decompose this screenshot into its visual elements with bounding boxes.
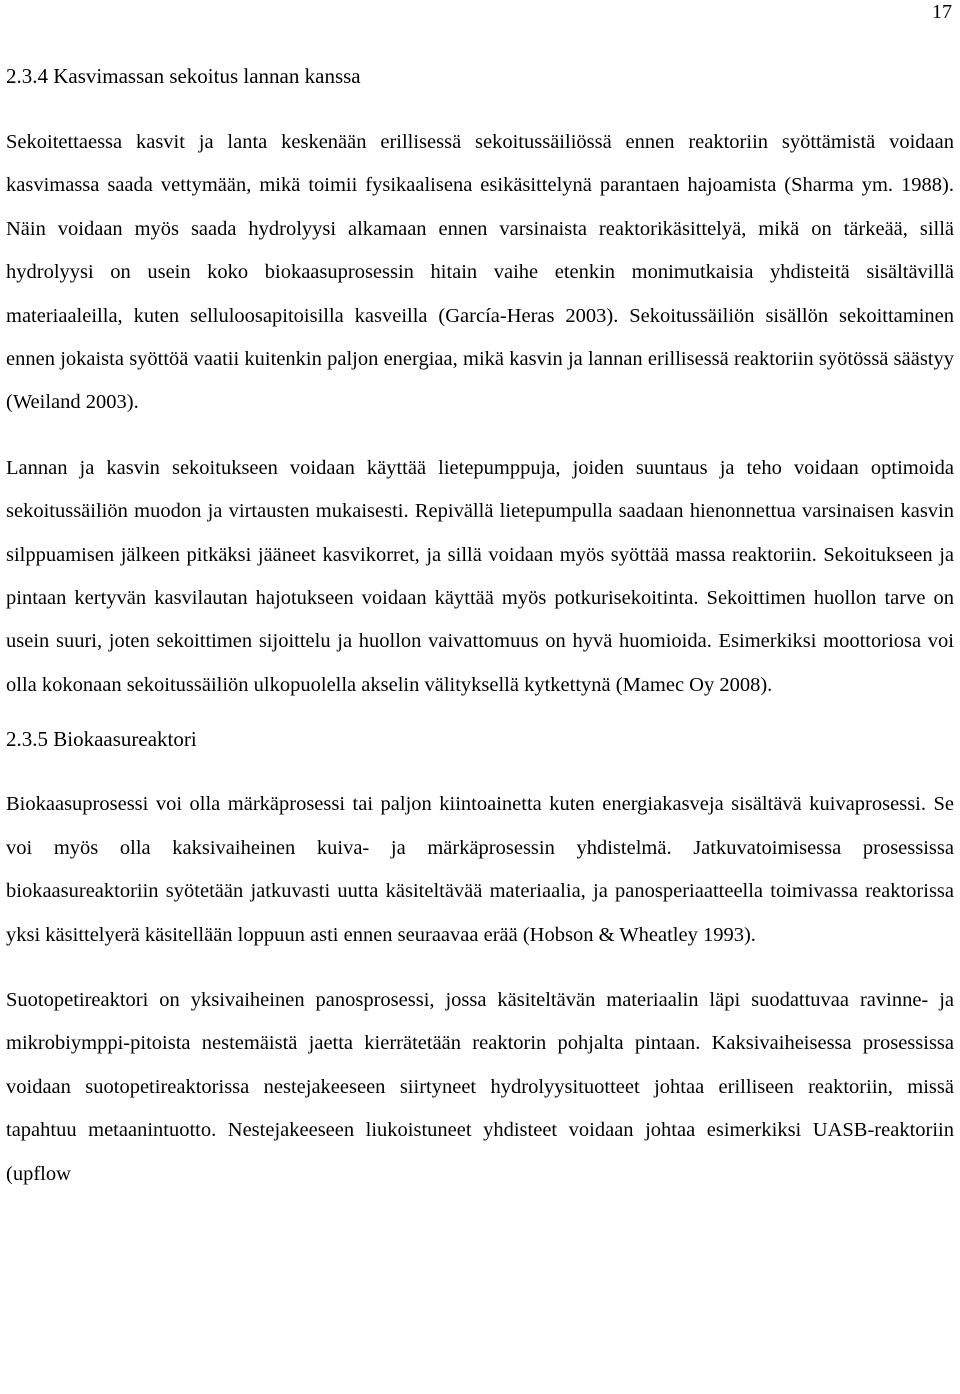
paragraph-process-types: Biokaasuprosessi voi olla märkäprosessi tai paljon kiintoainetta kuten energiakasveja sisältävä kuivaprosessi. Se voi myös olla kaksivaiheinen kuiva- ja märkäprosessin yhdistelmä. Jatkuvatoimisessa prosessissa biokaasureaktoriin syötetään jatkuvasti uutta käsiteltävää materiaalia, ja panosperiaatteella toimivassa reaktorissa yksi käsittelyerä käsitellään loppuun asti ennen seuraavaa erää (Hobson & Wheatley 1993). bbox=[6, 793, 954, 946]
paragraph-slurry-pumps: Lannan ja kasvin sekoitukseen voidaan käyttää lietepumppuja, joiden suuntaus ja teho voidaan optimoida sekoitussäiliön muodon ja virtausten mukaisesti. Repivällä lietepumpulla saadaan hienonnettua varsinaisen kasvin silppuamisen jälkeen pitkäksi jääneet kasvikorret, ja sillä voidaan myös syöttää massa reaktoriin. Sekoitukseen ja pintaan kertyvän kasvilautan hajotukseen voidaan käyttää myös potkurisekoitinta. Sekoittimen huollon tarve on usein suuri, joten sekoittimen sijoittelu ja huollon vaivattomuus on hyvä huomioida. Esimerkiksi moottoriosa voi olla kokonaan sekoitussäiliön ulkopuolella akselin välityksellä kytkettynä (Mamec Oy 2008). bbox=[6, 456, 954, 696]
page-number: 17 bbox=[932, 1, 952, 23]
paragraph-leach-bed-reactor: Suotopetireaktori on yksivaiheinen panosprosessi, jossa käsiteltävän materiaalin läpi suodattuvaa ravinne- ja mikrobiymppi-pitoista nestemäistä jaetta kierrätetään reaktorin pohjalta pintaan. Kaksivaiheisessa prosessissa voidaan suotopetireaktorissa nestejakeeseen siirtyneet hydrolyysituotteet johtaa erilliseen reaktoriin, missä tapahtuu metaanintuotto. Nestejakeeseen liukoistuneet yhdisteet voidaan johtaa esimerkiksi UASB-reaktoriin (upflow bbox=[6, 988, 954, 1185]
section-heading-2-3-5: 2.3.5 Biokaasureaktori bbox=[6, 727, 197, 752]
document-body bbox=[6, 62, 954, 1196]
section-heading-2-3-4: 2.3.4 Kasvimassan sekoitus lannan kanssa bbox=[6, 64, 361, 88]
paragraph-mixing-intro: Sekoitettaessa kasvit ja lanta keskenään erillisessä sekoitussäiliössä ennen reaktoriin syöttämistä voidaan kasvimassa saada vettymään, mikä toimii fysikaalisena esikäsittelynä parantaen hajoamista (Sharma ym. 1988). Näin voidaan myös saada hydrolyysi alkamaan ennen varsinaista reaktorikäsittelyä, mikä on tärkeää, sillä hydrolyysi on usein koko biokaasuprosessin hitain vaihe etenkin monimutkaisia yhdisteitä sisältävillä materiaaleilla, kuten selluloosapitoisilla kasveilla (García-Heras 2003). Sekoitussäiliön sisällön sekoittaminen ennen jokaista syöttöä vaatii kuitenkin paljon energiaa, mikä kasvin ja lannan erillisessä reaktoriin syötössä säästyy (Weiland 2003). bbox=[6, 131, 954, 414]
